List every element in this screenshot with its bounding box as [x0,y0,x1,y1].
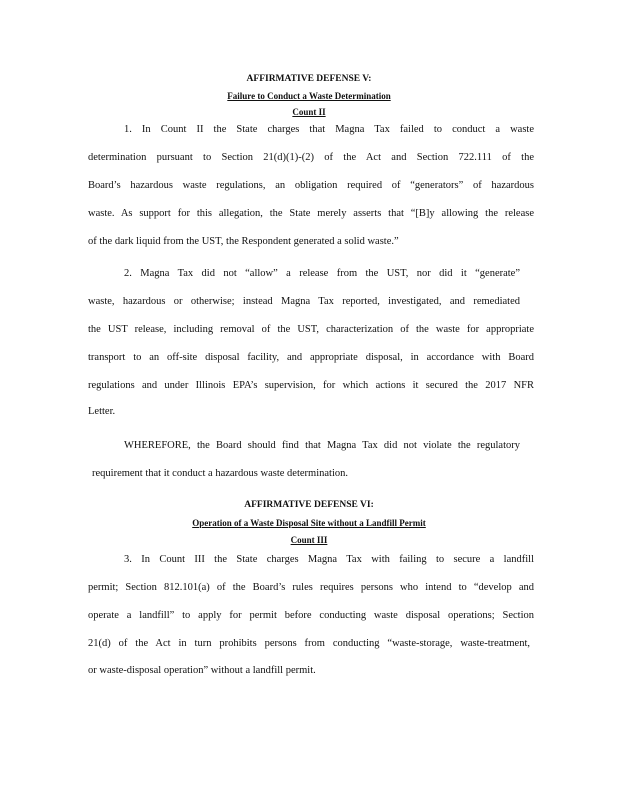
defense-v-subtitle: Failure to Conduct a Waste Determination [227,91,391,101]
paragraph-3-line: permit; Section 812.101(a) of the Board’s rules requires persons who intend to “develop and [88,582,534,593]
paragraph-2-line: transport to an off-site disposal facility, and appropriate disposal, in accordance with Board [88,352,534,363]
defense-vi-subtitle: Operation of a Waste Disposal Site without a Landfill Permit [192,518,426,528]
paragraph-1-line: determination pursuant to Section 21(d)(1)-(2) of the Act and Section 722.111 of the [88,152,534,163]
paragraph-1-line: waste. As support for this allegation, the State merely asserts that “[B]y allowing the release [88,208,534,219]
paragraph-2-line: 2. Magna Tax did not “allow” a release from the UST, nor did it “generate” [124,268,520,279]
paragraph-2-line: the UST release, including removal of the UST, characterization of the waste for appropriate [88,324,534,335]
paragraph-1-line: of the dark liquid from the UST, the Respondent generated a solid waste.” [88,236,399,247]
paragraph-2-line: Letter. [88,406,116,417]
wherefore-line: WHEREFORE, the Board should find that Magna Tax did not violate the regulatory [124,440,520,451]
paragraph-1-line: 1. In Count II the State charges that Magna Tax failed to conduct a waste [124,124,534,135]
paragraph-1-line: Board’s hazardous waste regulations, an obligation required of “generators” of hazardous [88,180,534,191]
defense-vi-title: AFFIRMATIVE DEFENSE VI: [244,500,374,510]
defense-v-title: AFFIRMATIVE DEFENSE V: [246,74,372,84]
defense-v-count: Count II [292,107,326,117]
defense-vi-count: Count III [290,535,328,545]
wherefore-line: requirement that it conduct a hazardous waste determination. [92,468,348,479]
paragraph-2-line: waste, hazardous or otherwise; instead Magna Tax reported, investigated, and remediated [88,296,520,307]
paragraph-3-line: 21(d) of the Act in turn prohibits persons from conducting “waste-storage, waste-treatment, [88,638,530,649]
paragraph-3-line: operate a landfill” to apply for permit before conducting waste disposal operations; Section [88,610,534,621]
paragraph-3-line: 3. In Count III the State charges Magna Tax with failing to secure a landfill [124,554,534,565]
paragraph-2-line: regulations and under Illinois EPA’s supervision, for which actions it secured the 2017 NFR [88,380,534,391]
paragraph-3-line: or waste-disposal operation” without a landfill permit. [88,665,316,676]
